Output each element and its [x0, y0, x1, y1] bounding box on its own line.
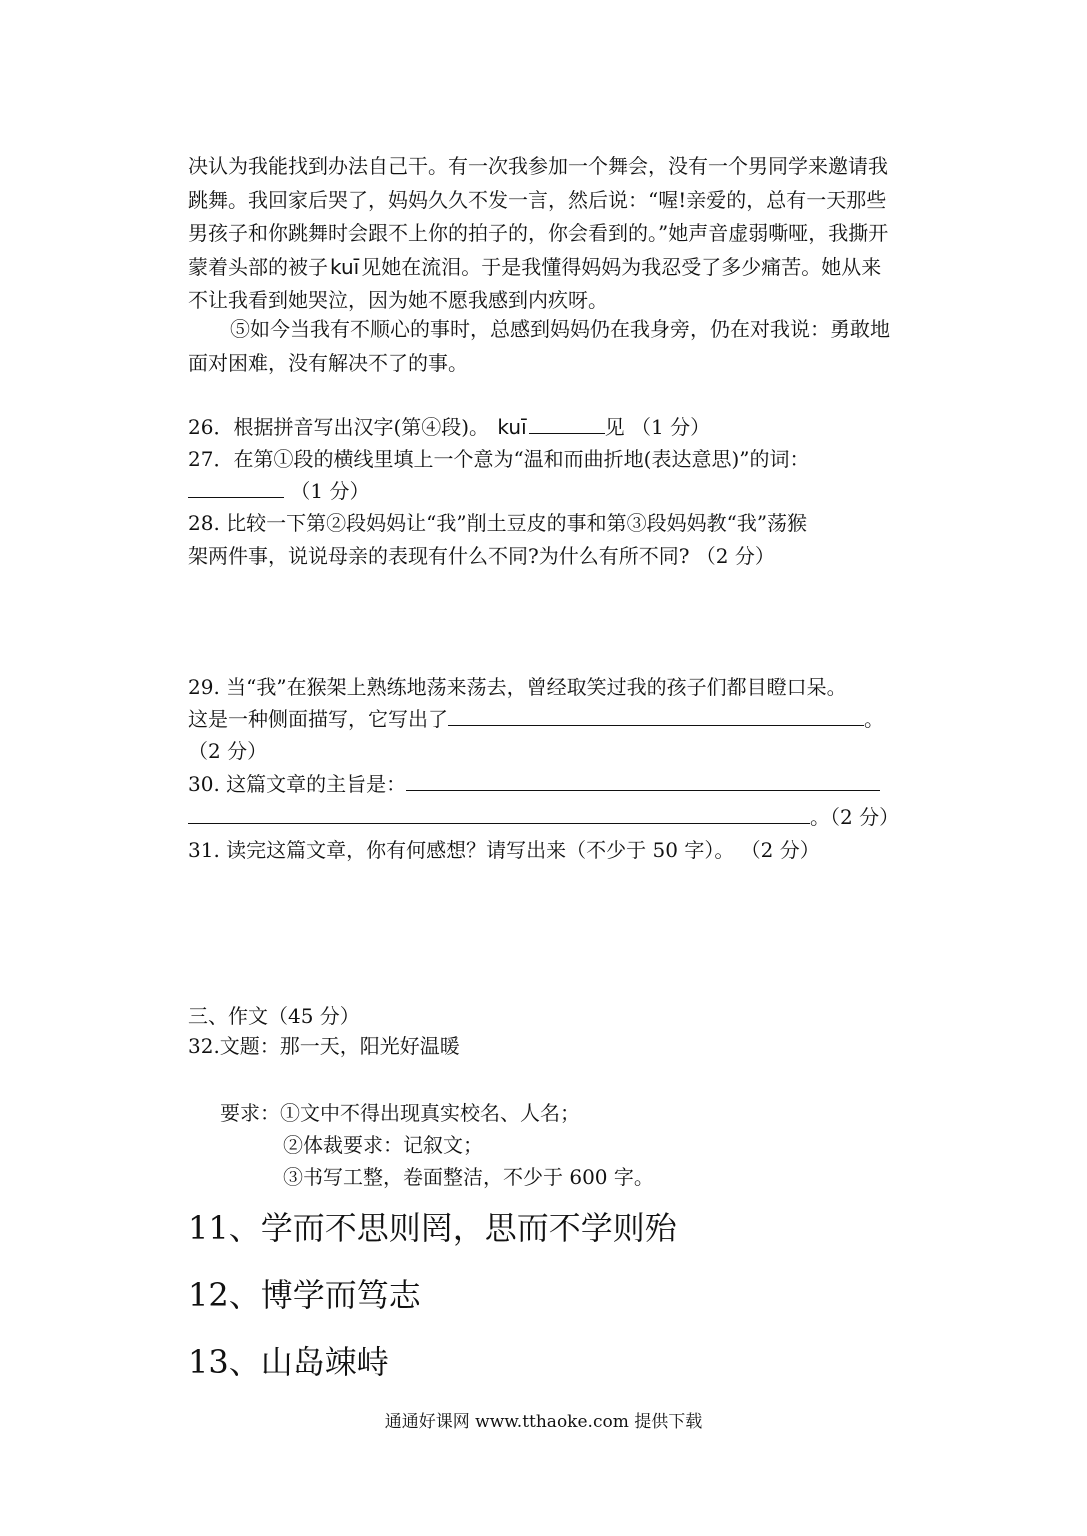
para4-text-end: 见她在流泪。于是我懂得妈妈为我忍受了多少痛苦。她从来不让我看到她哭泣，因为她不愿我感到内疚呀。: [188, 254, 882, 312]
question-30-line-1: [188, 769, 880, 799]
question-30-line-2: [188, 802, 899, 832]
q30-text: 30. 这篇文章的主旨是：: [188, 772, 407, 796]
q30-answer-blank-2[interactable]: [188, 822, 810, 824]
q30-answer-blank-1[interactable]: [406, 789, 880, 791]
question-27-line-1: 27．在第①段的横线里填上一个意为“温和而曲折地(表达意思)”的词：: [188, 447, 810, 471]
question-31: 31. 读完这篇文章，你有何感想？请写出来（不少于 50 字）。 （2 分）: [188, 838, 820, 862]
passage-paragraph-4: [188, 150, 900, 318]
question-26: [188, 412, 710, 442]
q27-answer-blank[interactable]: [188, 496, 284, 498]
q29-period: 。: [864, 707, 884, 731]
question-28-line-1: 28. 比较一下第②段妈妈让“我”削土豆皮的事和第③段妈妈教“我”荡猴: [188, 511, 808, 535]
extra-line-11: 11、学而不思则罔，思而不学则殆: [188, 1209, 677, 1247]
q27-score: （1 分）: [290, 479, 370, 503]
requirement-2: ②体裁要求：记叙文；: [283, 1133, 483, 1157]
section-title-composition: 三、作文（45 分）: [188, 1004, 360, 1028]
requirement-1: 要求：①文中不得出现真实校名、人名；: [220, 1101, 580, 1125]
composition-topic: 32.文题：那一天，阳光好温暖: [188, 1034, 460, 1058]
passage-paragraph-5: ⑤如今当我有不顺心的事时，总感到妈妈仍在我身旁，仍在对我说：勇敢地面对困难，没有解决不了的事。: [188, 317, 890, 375]
question-27-line-2: [188, 476, 369, 506]
para4-pinyin: kuī: [330, 254, 360, 279]
question-29-line-2: [188, 704, 884, 734]
question-29-score: （2 分）: [188, 739, 268, 763]
question-29-line-1: 29. 当“我”在猴架上熟练地荡来荡去，曾经取笑过我的孩子们都目瞪口呆。: [188, 675, 847, 699]
q29-answer-blank[interactable]: [448, 724, 864, 726]
q30-score: 。（2 分）: [810, 805, 900, 829]
para4-text: 决认为我能找到办法自己干。有一次我参加一个舞会，没有一个男同学来邀请我跳舞。我回家后哭了，妈妈久久不发一言，然后说：“喔!亲爱的，总有一天那些男孩子和你跳舞时会跟不上你的拍子的，你会看到的。”她声音虚弱嘶哑，我撕开蒙着头部的被子: [188, 154, 889, 279]
requirement-3: ③书写工整，卷面整洁，不少于 600 字。: [283, 1165, 654, 1189]
extra-line-12: 12、博学而笃志: [188, 1276, 421, 1314]
q26-text: 26．根据拼音写出汉字(第④段)。: [188, 415, 490, 439]
q26-text-end: 见 （1 分）: [604, 415, 711, 439]
extra-line-13: 13、山岛竦峙: [188, 1343, 389, 1381]
page-footer: 通通好课网 www.tthaoke.com 提供下载: [384, 1412, 703, 1432]
question-28-line-2: 架两件事，说说母亲的表现有什么不同?为什么有所不同? （2 分）: [188, 544, 775, 568]
q26-pinyin: kuī: [497, 415, 527, 439]
q26-answer-blank[interactable]: [529, 432, 605, 434]
q29-text: 这是一种侧面描写，它写出了: [188, 707, 448, 731]
